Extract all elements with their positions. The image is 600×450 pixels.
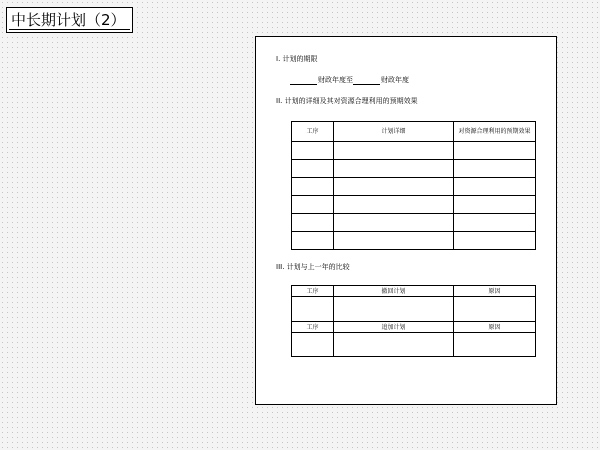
table-cell[interactable] (292, 297, 334, 322)
table-cell[interactable] (334, 160, 454, 178)
column-header-process: 工序 (292, 286, 334, 297)
column-header-process: 工序 (292, 322, 334, 333)
table-row (292, 196, 536, 214)
column-header-expected-effect: 对资源合理利用的预期效果 (454, 122, 536, 142)
withdrawn-plan-header-row (292, 286, 536, 297)
table-row (292, 214, 536, 232)
table-cell[interactable] (292, 196, 334, 214)
table-row (292, 160, 536, 178)
table-row (292, 232, 536, 250)
table-cell[interactable] (454, 178, 536, 196)
table-row (292, 333, 536, 357)
table-cell[interactable] (334, 178, 454, 196)
section-3-heading: III. 计划与上一年的比较 (276, 263, 350, 271)
table-cell[interactable] (454, 142, 536, 160)
table-cell[interactable] (334, 214, 454, 232)
form-page (255, 36, 557, 405)
year-comparison-table (291, 285, 536, 357)
table-cell[interactable] (334, 142, 454, 160)
plan-detail-table (291, 121, 536, 250)
table-cell[interactable] (292, 178, 334, 196)
section-2-heading: II. 计划的详细及其对资源合理利用的预期效果 (276, 97, 418, 105)
column-header-added-plan: 追加计划 (334, 322, 454, 333)
table-row (292, 178, 536, 196)
column-header-plan-detail: 计划详细 (334, 122, 454, 142)
table-cell[interactable] (334, 232, 454, 250)
table-cell[interactable] (454, 160, 536, 178)
table-cell[interactable] (334, 333, 454, 357)
column-header-withdrawn-plan: 撤回计划 (334, 286, 454, 297)
period-start-blank[interactable] (290, 77, 317, 85)
table-cell[interactable] (292, 160, 334, 178)
table-cell[interactable] (454, 232, 536, 250)
table-cell[interactable] (454, 297, 536, 322)
plan-detail-header-row (292, 122, 536, 142)
table-cell[interactable] (292, 232, 334, 250)
table-cell[interactable] (454, 196, 536, 214)
table-cell[interactable] (292, 333, 334, 357)
table-cell[interactable] (454, 214, 536, 232)
table-cell[interactable] (292, 142, 334, 160)
table-cell[interactable] (334, 196, 454, 214)
table-row (292, 297, 536, 322)
period-line (290, 76, 409, 85)
period-end-blank[interactable] (353, 77, 380, 85)
table-cell[interactable] (292, 214, 334, 232)
column-header-process: 工序 (292, 122, 334, 142)
period-end-suffix: 财政年度 (381, 76, 409, 84)
table-row (292, 142, 536, 160)
section-1-heading: I. 计划的期限 (276, 55, 318, 63)
column-header-reason: 原因 (454, 286, 536, 297)
table-cell[interactable] (454, 333, 536, 357)
slide-title: 中长期计划（2） (6, 7, 133, 33)
added-plan-header-row (292, 322, 536, 333)
period-end-text: 财政年度至 (318, 76, 353, 84)
column-header-reason: 原因 (454, 322, 536, 333)
table-cell[interactable] (334, 297, 454, 322)
